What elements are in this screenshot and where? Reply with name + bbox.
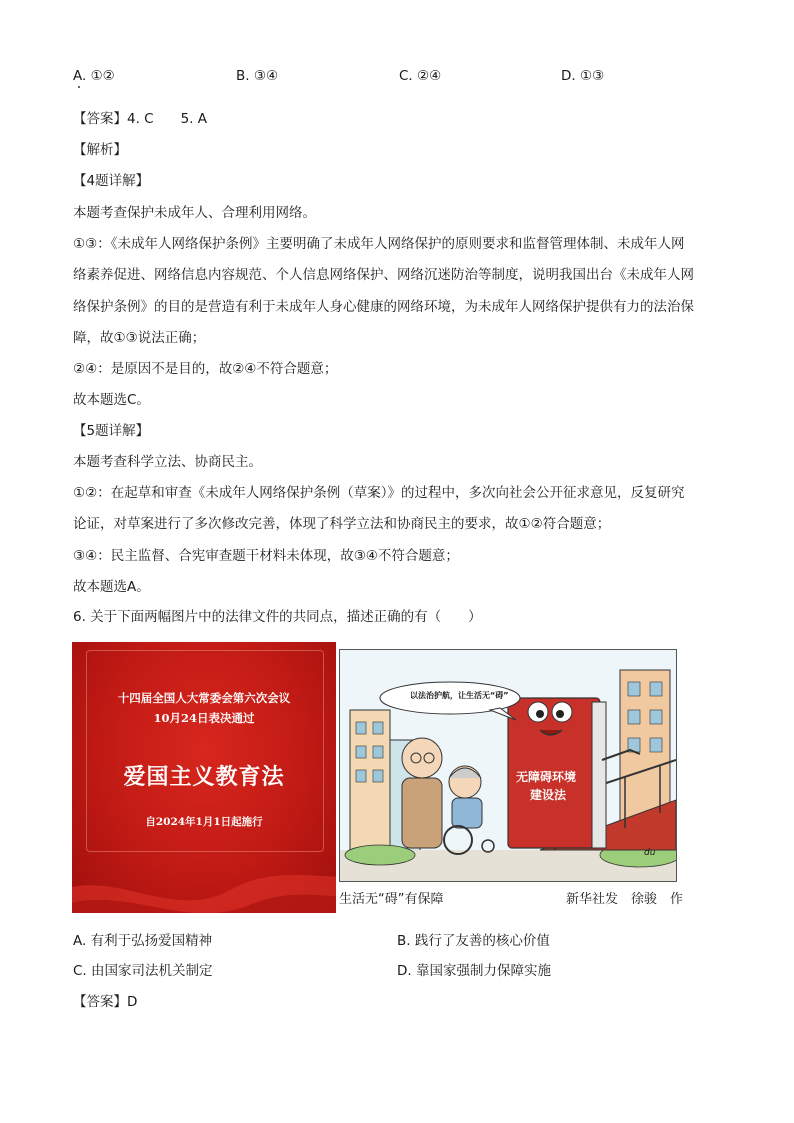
cartoon-caption-right: 新华社发 徐骏 作 xyxy=(566,892,684,907)
patriotic-education-law-poster xyxy=(72,642,336,913)
stray-dot xyxy=(78,86,80,88)
option-b-prev: B. ③④ xyxy=(236,68,279,84)
option-d-prev: D. ①③ xyxy=(561,68,605,84)
q5-line: ①②：在起草和审查《未成年人网络保护条例（草案）》的过程中，多次向社会公开征求意见，反复研究 xyxy=(73,485,685,501)
q5-line: 论证，对草案进行了多次修改完善，体现了科学立法和协商民主的要求，故①②符合题意； xyxy=(73,516,611,532)
analysis-label: 【解析】 xyxy=(73,142,127,158)
q4-line: 故本题选C。 xyxy=(73,392,150,408)
answer-4-5: 【答案】4. C 5. A xyxy=(73,111,208,127)
q6-option-d: D. 靠国家强制力保障实施 xyxy=(397,963,551,979)
accessible-environment-law-cartoon xyxy=(339,649,677,882)
q4-line: 络保护条例》的目的是营造有利于未成年人身心健康的网络环境，为未成年人网络保护提供有力的法治保 xyxy=(73,299,694,315)
q6-option-a: A. 有利于弘扬爱国精神 xyxy=(73,933,213,949)
q5-heading: 【5题详解】 xyxy=(73,423,150,439)
q5-line: 本题考查科学立法、协商民主。 xyxy=(73,454,262,470)
q6-option-b: B. 践行了友善的核心价值 xyxy=(397,933,550,949)
q4-line: 障，故①③说法正确； xyxy=(73,330,206,346)
q6-option-c: C. 由国家司法机关制定 xyxy=(73,963,213,979)
q5-line: 故本题选A。 xyxy=(73,579,150,595)
q4-line: 本题考查保护未成年人、合理利用网络。 xyxy=(73,205,316,221)
book-title-line2: 建设法 xyxy=(530,788,567,802)
option-c-prev: C. ②④ xyxy=(399,68,442,84)
speech-bubble-text: 以法治护航，让生活无“碍” xyxy=(410,691,509,700)
q4-line: ②④：是原因不是目的，故②④不符合题意； xyxy=(73,361,338,377)
poster-title: 爱国主义教育法 xyxy=(123,764,285,790)
red-ribbon-decoration xyxy=(72,854,336,913)
q4-line: 络素养促进、网络信息内容规范、个人信息网络保护、网络沉迷防治等制度，说明我国出台《未成年人网 xyxy=(73,267,694,283)
option-a-prev: A. ①② xyxy=(73,68,115,84)
q4-heading: 【4题详解】 xyxy=(73,173,150,189)
q4-line: ①③：《未成年人网络保护条例》主要明确了未成年人网络保护的原则要求和监督管理体制、未成年人网 xyxy=(73,236,685,252)
poster-line4: 自2024年1月1日起施行 xyxy=(145,816,263,828)
book-title-line1: 无障碍环境 xyxy=(516,770,577,784)
q6-stem: 6. 关于下面两幅图片中的法律文件的共同点，描述正确的有（ ） xyxy=(73,609,482,625)
cartoon-illustration xyxy=(340,650,676,881)
q5-line: ③④：民主监督、合宪审查题干材料未体现，故③④不符合题意； xyxy=(73,548,459,564)
poster-line1: 十四届全国人大常委会第六次会议 xyxy=(117,691,291,705)
cartoon-caption-left: 生活无“碍”有保障 xyxy=(339,892,444,907)
poster-line2: 10月24日表决通过 xyxy=(153,711,255,725)
artist-signature: du xyxy=(644,848,656,858)
q6-answer: 【答案】D xyxy=(73,994,138,1010)
